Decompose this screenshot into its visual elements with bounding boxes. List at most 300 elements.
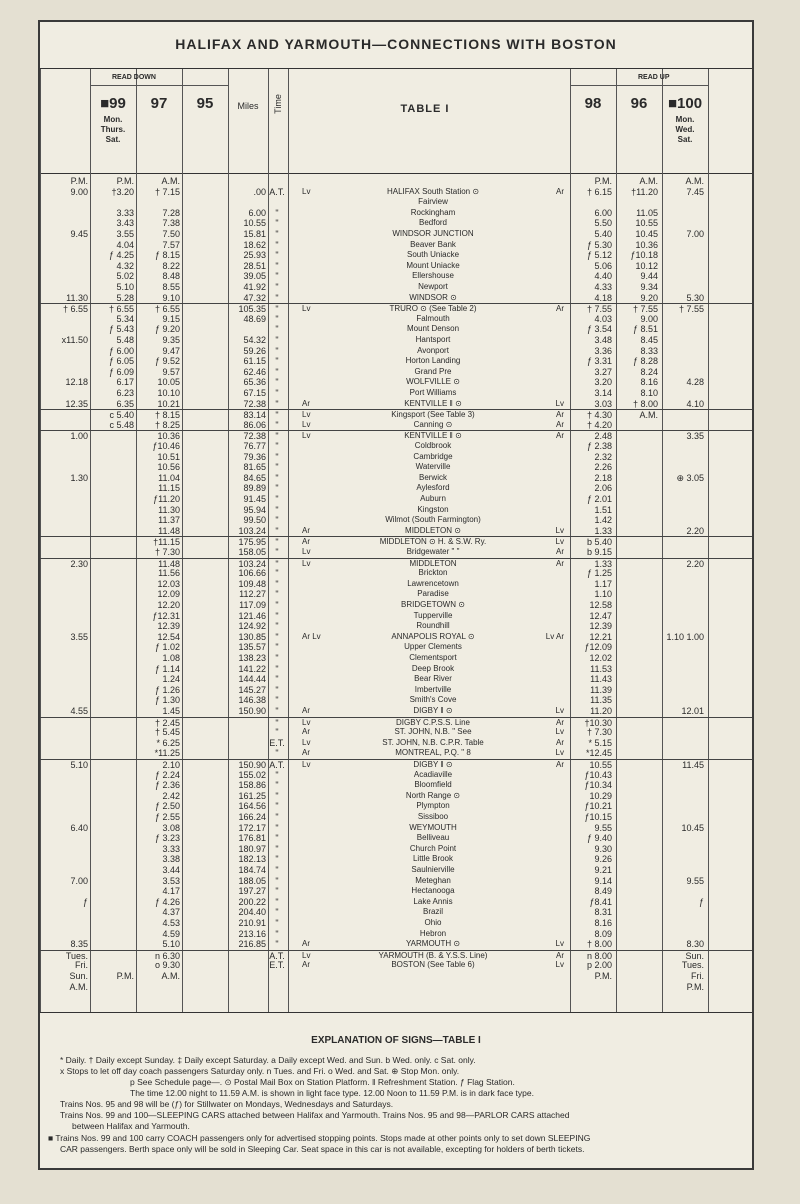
cell-d95: 8.22 [162,260,180,271]
cell-d99: 4.55 [70,706,88,716]
station-direction-left: Lv [302,431,311,441]
cell-tz: " [275,250,279,261]
cell-u98: 1.10 [594,589,612,600]
cell-mi: 150.90 [238,706,266,716]
cell-u98: † 8.00 [586,939,612,950]
cell-d99: 6.40 [70,822,88,833]
cell-u96: 9.44 [640,271,658,282]
station-name: Brickton [418,568,448,578]
explanation-section [40,1012,752,1169]
cell-tz: " [275,335,279,345]
cell-d95: 2.42 [162,790,180,801]
table-row [40,335,752,346]
cell-u96: 9.34 [640,282,658,292]
station-direction-left: Lv [302,950,311,960]
station-direction-left: Ar Lv [302,631,321,641]
cell-u98: 11.39 [590,684,612,695]
cell-u98: 9.26 [594,854,612,865]
table-row [40,960,752,971]
cell-d95: ƒ 2.24 [154,769,180,780]
cell-tz: " [275,812,279,822]
cell-d95: † 8.25 [154,419,180,430]
station-name: Smith's Cove [409,695,457,705]
cell-tz: " [275,504,279,515]
cell-d99: 11.30 [66,292,88,303]
cell-u98: 4.33 [594,282,612,292]
cell-u100: 10.45 [681,822,704,833]
cell-u98: †10.30 [584,717,612,728]
explanation-line: Trains Nos. 99 and 100—SLEEPING CARS attached between Halifax and Yarmouth. Trains Nos. 95 and 98—PARLOR CARS attached [60,1110,570,1120]
cell-u100: 5.30 [686,292,704,303]
cell-mi: 158.05 [238,547,266,557]
cell-mi: 141.22 [238,663,266,674]
cell-d99: 9.45 [70,229,88,239]
cell-tz: " [275,282,279,292]
cell-u98: 1.17 [594,578,612,589]
station-name: BOSTON (See Table 6) [391,960,475,970]
cell-u98: 10.55 [589,760,612,770]
table-row [40,473,752,484]
station-name: Hebron [419,928,447,938]
cell-u96: 8.24 [640,366,658,377]
table-row [40,505,752,516]
station-direction-right: Ar [556,737,564,747]
cell-d99: 2.30 [70,558,88,569]
cell-tz: " [275,218,279,229]
cell-tz: " [275,494,279,504]
table-row [40,462,752,473]
cell-tz: " [275,674,279,685]
cell-u98: 2.32 [594,451,612,462]
cell-d95: 12.39 [157,621,180,632]
cell-mi: 81.65 [243,462,266,473]
cell-tz: " [275,928,279,939]
station-name: Canning ⊙ [413,419,453,429]
table-row [40,907,752,918]
cell-d99: P.M. [70,176,88,186]
cell-mi: 103.24 [238,558,266,569]
cell-d97: ƒ 6.00 [108,345,134,356]
table-row [40,854,752,865]
cell-u98: 2.26 [594,462,612,473]
table-row [40,801,752,812]
cell-d95: 3.44 [162,865,180,875]
cell-u96: ƒ 8.51 [632,324,658,335]
cell-u100: ⊕ 3.05 [676,472,704,483]
table-row [40,833,752,844]
cell-u96: 10.36 [635,239,658,250]
cell-u96: 11.05 [636,207,658,218]
cell-tz: " [275,822,279,833]
miles-header: Miles [237,101,259,111]
cell-mi: 47.32 [243,292,266,303]
cell-u98: 9.30 [594,843,612,854]
cell-mi: 72.38 [243,398,266,409]
cell-u98: 1.33 [594,525,612,536]
cell-tz: " [275,472,279,483]
explanation-line: * Daily. † Daily except Sunday. ‡ Daily except Saturday. a Daily except Wed. and Sun. b Wed. only. c Sat. only. [60,1055,476,1065]
cell-d99: ƒ [82,896,88,907]
station-direction-left: Ar [302,960,310,970]
cell-u98: * 5.15 [588,737,612,748]
cell-tz: " [275,896,279,907]
cell-u98: ƒ 1.25 [586,568,612,579]
cell-mi: 61.15 [243,356,266,367]
cell-tz: " [275,833,279,844]
cell-tz: " [275,631,279,642]
cell-u98: 12.39 [589,621,612,632]
table-row [40,218,752,229]
cell-u98: 9.14 [594,875,612,886]
cell-u100: 12.01 [681,706,704,716]
cell-mi: 62.46 [243,366,266,377]
table-row [40,674,752,685]
cell-u100: 8.30 [686,939,704,950]
train-96-number: 96 [630,95,648,112]
cell-d97: P.M. [116,971,134,981]
table-row [40,452,752,463]
cell-d99: 3.55 [70,631,88,642]
station-name: South Uniacke [406,250,460,260]
table-row [40,897,752,908]
cell-mi: 204.40 [238,907,266,918]
cell-u98: 5.06 [594,260,612,271]
cell-d95: A.M. [161,971,180,981]
cell-u98: ƒ 5.12 [586,250,612,261]
table-row [40,664,752,675]
table-row [40,982,752,993]
cell-u98: † 7.30 [586,727,612,738]
station-name: MIDDLETON [409,558,457,568]
cell-u98: ƒ 3.31 [586,356,612,367]
cell-d95: 4.17 [162,886,180,897]
station-direction-right: Ar [556,547,564,556]
station-name: Imbertville [414,684,452,694]
station-name: North Range ⊙ [405,790,461,800]
cell-u98: ƒ8.41 [589,896,612,907]
table-row [40,367,752,378]
station-name: DIGBY ‖ ⊙ [413,760,453,769]
cell-u96: ƒ10.18 [630,250,658,261]
cell-tz: " [275,239,279,250]
table-row [40,377,752,388]
station-name: BRIDGETOWN ⊙ [401,600,465,609]
cell-tz: " [275,398,279,409]
station-name: WINDSOR JUNCTION [392,229,474,238]
cell-d97: 5.34 [116,313,134,324]
table-row [40,844,752,855]
cell-d95: ƒ 1.30 [154,695,180,706]
page-title: HALIFAX AND YARMOUTH—CONNECTIONS WITH BOSTON [175,36,617,52]
cell-u98: † 6.15 [586,186,612,197]
station-name: DIGBY C.P.S.S. Line [396,717,470,727]
station-name: Auburn [420,494,446,503]
station-name: Aylesford [416,483,450,493]
table-row [40,356,752,367]
table-row [40,176,752,187]
cell-d95: † 7.15 [154,186,180,197]
cell-d95: † 8.15 [154,410,180,421]
cell-d95: 11.15 [158,483,180,494]
table-row [40,971,752,982]
cell-d95: ƒ 2.50 [154,801,180,812]
table-row [40,600,752,611]
station-name: YARMOUTH (B. & Y.S.S. Line) [378,950,488,960]
train-100-number: ■100 [667,95,703,112]
cell-d99: 12.35 [65,398,88,409]
cell-d95: * 6.25 [156,737,180,748]
cell-mi: 197.27 [238,886,266,897]
station-name: WEYMOUTH [409,822,457,832]
station-direction-left: Lv [302,410,311,420]
cell-u100: P.M. [686,981,704,992]
cell-mi: 86.06 [243,419,266,430]
cell-d97: ƒ 5.43 [108,324,134,335]
station-name: Little Brook [412,854,454,864]
cell-mi: 15.81 [243,229,266,239]
cell-d95: 1.08 [162,653,180,663]
station-name: Horton Landing [405,356,461,366]
timetable-page [38,20,754,1170]
cell-u98: † 7.55 [586,304,612,315]
cell-d95: † 6.55 [154,304,180,315]
table-row [40,780,752,791]
cell-u98: 12.47 [589,610,612,621]
cell-d97: 5.10 [116,282,134,292]
cell-d95: 9.35 [162,335,180,345]
cell-d95: 11.56 [158,568,180,579]
explanation-line: x Stops to let off day coach passengers Saturday only. n Tues. and Fri. o Wed. and Sat. ⊕ Stop Mon. only. [60,1066,460,1076]
cell-u100: 4.28 [686,377,704,388]
cell-mi: .00 [253,186,266,197]
cell-tz: " [275,547,279,557]
cell-mi: 41.92 [243,282,266,292]
cell-d95: 11.04 [158,472,180,483]
cell-d97: 3.55 [116,229,134,239]
cell-mi: 150.90 [238,760,266,770]
cell-tz: " [275,388,279,398]
cell-d95: 1.45 [162,706,180,716]
station-name: Sissiboo [417,812,449,821]
cell-u98: b 9.15 [586,547,612,557]
cell-mi: 83.14 [243,410,266,421]
cell-d97: 5.02 [116,271,134,282]
cell-mi: 146.38 [238,695,266,706]
station-direction-left: Ar [302,939,310,949]
table-row [40,568,752,579]
cell-d95: 10.10 [157,388,180,398]
cell-d95: *11.25 [154,748,180,759]
station-name: Plympton [416,801,450,811]
cell-d97: c 5.40 [109,410,134,421]
station-name: ST. JOHN, N.B. C.P.R. Table [382,737,484,747]
station-direction-right: Ar [556,410,564,420]
cell-d97: ƒ 4.25 [108,250,134,261]
cell-u98: P.M. [594,971,612,981]
cell-d95: 12.03 [157,578,180,589]
cell-mi: 72.38 [243,431,266,442]
cell-mi: 106.66 [238,568,266,579]
cell-d97: c 5.48 [109,419,134,430]
cell-tz: " [275,727,279,738]
cell-tz: A.T. [269,186,285,197]
cell-mi: 65.36 [243,377,266,388]
table-row [40,791,752,802]
station-name: MIDDLETON ⊙ H. & S.W. Ry. [379,537,487,547]
cell-d95: 12.20 [157,600,180,610]
cell-tz: " [275,939,279,950]
station-direction-left: Lv [302,737,311,747]
station-name: Kingsport (See Table 3) [391,410,475,420]
cell-d95: 2.10 [162,760,180,770]
station-direction-right: Ar [556,558,564,568]
cell-u98: 1.51 [594,504,612,515]
explanation-line: Trains Nos. 95 and 98 will be (ƒ) for Stillwater on Mondays, Wednesdays and Saturdays. [60,1099,394,1109]
station-name: Bridgewater " " [406,547,460,556]
cell-tz: " [275,568,279,579]
cell-mi: 10.55 [243,218,266,229]
cell-d95: 8.48 [162,271,180,282]
table-row [40,208,752,219]
station-name: Kingston [417,504,449,514]
station-name: Mount Denson [406,324,460,334]
station-direction-right: Ar [556,717,564,727]
cell-tz: " [275,229,279,239]
cell-u98: 2.06 [594,483,612,494]
cell-u98: 11.20 [590,706,612,716]
cell-u100: † 7.55 [678,304,704,315]
table-label: TABLE I [400,103,450,115]
cell-d95: ƒ 9.52 [154,356,180,367]
station-direction-left: Ar [302,537,310,547]
cell-d95: 7.50 [162,229,180,239]
cell-d95: 10.36 [157,431,180,442]
station-direction-right: Ar [556,431,564,441]
station-name: Meteghan [415,875,451,885]
cell-tz: " [275,589,279,600]
cell-tz: " [275,410,279,421]
cell-tz: " [275,843,279,854]
cell-d99: † 6.55 [62,304,88,315]
station-name: Hectanooga [411,886,455,896]
cell-mi: 121.46 [238,610,266,621]
cell-tz: A.T. [269,760,285,770]
cell-d97: † 6.55 [108,304,134,315]
cell-d95: 3.38 [162,854,180,865]
table-row [40,706,752,717]
cell-tz: " [275,790,279,801]
cell-tz: " [275,769,279,780]
cell-mi: 161.25 [238,790,266,801]
table-row [40,812,752,823]
cell-d95: 9.10 [162,292,180,303]
cell-d97: 4.04 [116,239,134,250]
train-100-days: Mon. Wed. Sat. [675,115,695,144]
cell-mi: 54.32 [243,335,266,345]
table-row [40,642,752,653]
station-direction-left: Lv [302,717,311,727]
cell-d95: ƒ 8.15 [154,250,180,261]
cell-u98: 12.58 [589,600,612,610]
cell-d95: 7.38 [162,218,180,229]
cell-u98: 8.49 [594,886,612,897]
cell-d95: 7.28 [162,207,180,218]
cell-tz: " [275,642,279,653]
cell-d95: 3.53 [162,875,180,886]
cell-u98: 3.20 [594,377,612,388]
station-name: MIDDLETON ⊙ [405,525,461,535]
cell-d97: P.M. [116,176,134,186]
station-direction-right: Lv [555,398,564,408]
station-name: Wilmot (South Farmington) [385,515,481,525]
cell-d99: 5.10 [70,760,88,770]
cell-d99: x11.50 [61,335,88,345]
cell-u100: 2.20 [686,558,704,569]
cell-d95: o 9.30 [154,960,180,971]
cell-u100: 4.10 [686,398,704,409]
table-row [40,579,752,590]
cell-tz: " [275,854,279,865]
table-row [40,611,752,622]
cell-u98: ƒ 2.38 [586,441,612,451]
cell-mi: 135.57 [238,642,266,653]
explanation-line: CAR passengers. Berth space only will be sold in Sleeping Car. Seat space in this car is not available, excepting for holders of berth tickets. [60,1144,585,1154]
cell-u100: Tues. [681,960,704,971]
station-name: MONTREAL, P.Q. " 8 [395,748,471,758]
train-99-days: Mon. Thurs. Sat. [100,115,126,144]
cell-u98: 1.42 [594,515,612,526]
cell-u98: ƒ 9.40 [586,833,612,844]
cell-d95: 11.48 [158,558,180,569]
table-row [40,250,752,261]
cell-mi: 59.26 [243,345,266,356]
cell-u98: ƒ12.09 [584,642,612,653]
station-name: Grand Pre [414,366,452,376]
cell-d95: 1.24 [162,674,180,685]
cell-tz: " [275,377,279,388]
table-row [40,876,752,887]
cell-u98: 11.35 [590,695,612,706]
station-name: Port Williams [409,388,457,397]
station-direction-right: Lv [555,727,564,737]
cell-u98: *12.45 [585,748,612,759]
station-name: Beaver Bank [410,239,456,249]
station-name: Tupperville [413,610,453,620]
station-direction-right: Ar [556,419,564,429]
cell-d99: Fri. [75,960,88,971]
cell-mi: 175.95 [238,537,266,548]
cell-mi: 95.94 [243,504,266,515]
station-name: Clementsport [409,653,457,662]
explanation-title: EXPLANATION OF SIGNS—TABLE I [311,1035,481,1046]
table-row [40,632,752,643]
train-99-number: ■99 [100,95,126,112]
cell-u100: Fri. [691,971,704,981]
cell-mi: 158.86 [238,780,266,791]
explanation-line: The time 12.00 night to 11.59 A.M. is shown in light face type. 12.00 Noon to 11.59 P.M. is in dark face type. [130,1088,534,1098]
cell-mi: 164.56 [238,801,266,812]
table-row [40,918,752,929]
cell-d99: 7.00 [70,875,88,886]
cell-u98: 9.21 [594,865,612,875]
table-row [40,621,752,632]
cell-d95: †11.15 [153,537,180,548]
cell-d95: A.M. [161,176,180,186]
cell-u98: 11.53 [590,663,612,674]
station-name: TRURO ⊙ (See Table 2) [389,304,477,314]
table-row [40,526,752,537]
cell-u98: ƒ10.15 [584,812,612,822]
